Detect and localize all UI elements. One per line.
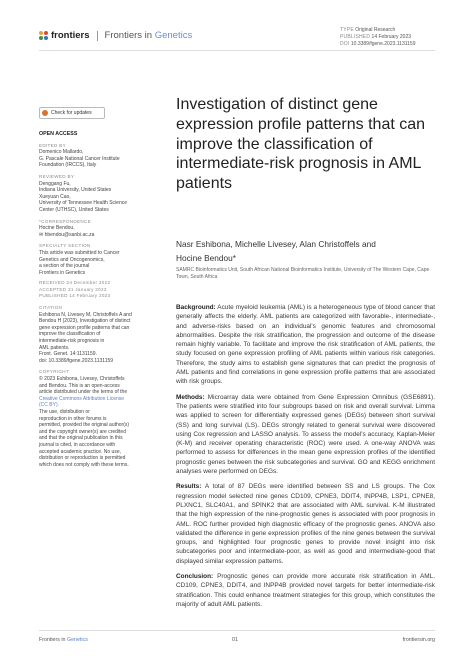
- text-line: Xueyuan Cao,: [39, 193, 71, 200]
- footer-website[interactable]: frontiersin.org: [402, 637, 435, 643]
- brand-name: frontiers: [51, 30, 90, 41]
- text-line: Hocine Bendou,: [39, 225, 75, 232]
- text-line: This article was submitted to Cancer: [39, 249, 120, 256]
- authors-line: Hocine Bendou*: [176, 252, 236, 263]
- abstract-results: Results: A total of 87 DEGs were identified between SS and LS groups. The Cox regression model selected nine genes CD109, CPNE3, DDIT4, INPP4B, LSP1, CPNE8, PLXNC1, SLC40A1, and SPINK2 that are associated with AML survival. K-M illustrated that the high expression of the nine-prognostic genes is associated with poor prognosis in AML. ROC further provided high diagnostic efficacy of the prognostic genes. ANOVA also validated the difference in gene expression profiles of the nine genes between the survival groups, and highlighted four prognostic genes to provide novel insight into risk subcategories poor and intermediate-poor, as well as good and intermediate-good that displayed similar expression patterns.: [176, 483, 435, 565]
- copyright-text: [39, 376, 151, 396]
- text-line: permitted, provided the original author(s): [39, 422, 130, 429]
- text-line: Genetics and Oncogenomics,: [39, 256, 105, 263]
- published-label: PUBLISHED: [340, 34, 371, 40]
- reviewed-by-list: [39, 181, 151, 214]
- abstract-methods: Methods: Microarray data were obtained from Gene Expression Omnibus (GSE6891). The patients were stratified into four subgroups based on risk and overall survival. Limma was applied to screen for differentially expressed genes (DEGs) between short survival (SS) and long survival (LS). DEGs strongly related to general survival were discovered using Cox regression and LASSO analysis. To assess the model's accuracy, Kaplan-Meier (K-M) and receiver operating characteristic (ROC) were used. A one-way ANOVA was performed to assess for differences in the mean gene expression profiles of the identified prognostic genes between the risk subcategories and survival. GO and KEGG enrichment analyses were performed on DEGs.: [176, 393, 435, 476]
- text-line: G. Pascale National Cancer Institute: [39, 155, 120, 162]
- correspondence-label: *CORRESPONDENCE: [39, 218, 91, 224]
- abstract: [176, 303, 435, 615]
- received-date: RECEIVED 24 December 2022: [39, 280, 111, 286]
- citation-label: CITATION: [39, 305, 63, 311]
- open-access-label: OPEN ACCESS: [39, 131, 78, 137]
- text-line: which does not comply with these terms.: [39, 461, 129, 468]
- text-line: distribution or reproduction is permitted: [39, 455, 126, 462]
- authors-line: Nasr Eshibona, Michelle Livesey, Alan Christoffels and: [176, 239, 376, 249]
- type-value: Original Research: [355, 27, 396, 33]
- frontiers-logo-icon: [39, 31, 48, 40]
- update-icon: [42, 110, 48, 116]
- header-divider: [39, 50, 435, 51]
- type-label: TYPE: [340, 27, 354, 33]
- text-line: article distributed under the terms of the: [39, 389, 128, 396]
- text-line: a section of the journal: [39, 263, 90, 270]
- text-line: intermediate-risk prognosis in: [39, 338, 105, 345]
- page-number: 01: [232, 637, 238, 643]
- logo-divider: [97, 31, 98, 41]
- text-line: Foundation (IRCCS), Italy: [39, 162, 97, 169]
- doi-value[interactable]: 10.3389/fgene.2023.1131159: [350, 41, 416, 47]
- text-line: (CC BY).: [39, 402, 59, 409]
- text-line: Eshibona N, Livesey M, Christoffels A and: [39, 311, 132, 318]
- text-line: AML patients.: [39, 344, 70, 351]
- abstract-conclusion: Conclusion: Prognostic genes can provide more accurate risk stratification in AML. CD109, CPNE3, DDIT4, and INPP4B provided novel targets for better intermediate-risk stratification. This could enhance treatment strategies for this group, which constitutes the majority of adult AML patients.: [176, 573, 435, 608]
- frontiers-logo[interactable]: [39, 30, 192, 41]
- published-date: PUBLISHED 14 February 2023: [39, 293, 111, 299]
- text-line: improve the classification of: [39, 331, 101, 338]
- abstract-background: Background: Acute myeloid leukemia (AML) is a heterogeneous type of blood cancer that generally affects the elderly. AML patients are categorized with favorable-, intermediate-, and adverse-risks based on an individual's genomic features and chromosomal abnormalities. Despite the risk stratification, the progression and outcome of the disease remain highly variable. To facilitate and improve the risk stratification of AML patients, the study focused on gene expression profiling of AML patients within various risk categories. Therefore, the study aims to establish gene signatures that can predict the prognosis of AML patients and find correlations in gene expression profile patterns that are associated with risk groups.: [176, 304, 435, 386]
- citation-list: [39, 312, 151, 365]
- text-line: Frontiers in Genetics: [39, 269, 86, 276]
- text-line: and Bendou. This is an open-access: [39, 382, 120, 389]
- text-line: accepted academic practice. No use,: [39, 448, 121, 455]
- text-line: and that the original publication in this: [39, 435, 123, 442]
- edited-by-label: EDITED BY: [39, 142, 66, 148]
- text-line: Indiana University, United States: [39, 187, 112, 194]
- copyright-label: COPYRIGHT: [39, 369, 70, 375]
- affiliation: SAMRC Bioinformatics Unit, South African National Bioinformatics Institute, University of The Western Cape, Cape Town, South Africa: [176, 267, 430, 280]
- text-line: Center (UTHSC), United States: [39, 206, 109, 213]
- published-value: 14 February 2023: [371, 34, 412, 40]
- text-line: Domenico Mallardo,: [39, 149, 84, 156]
- text-line: Bendou H (2023), Investigation of distinct: [39, 318, 131, 325]
- edited-by-list: [39, 149, 151, 169]
- specialty-label: SPECIALTY SECTION: [39, 243, 91, 249]
- text-line: Denggang Fu,: [39, 180, 71, 187]
- text-line: ✉ hbendou@sanbi.ac.za: [39, 231, 95, 238]
- accepted-date: ACCEPTED 31 January 2023: [39, 286, 107, 292]
- text-line: gene expression profile patterns that can: [39, 324, 130, 331]
- specialty-list: [39, 250, 151, 276]
- text-line: Creative Commons Attribution License: [39, 395, 125, 402]
- journal-name: Frontiers in Genetics: [104, 30, 193, 41]
- text-line: University of Tennessee Health Science: [39, 200, 128, 207]
- article-title: Investigation of distinct gene expression profile patterns that can improve the classification of intermediate-risk prognosis in AML patients: [176, 96, 426, 193]
- text-line: journal is cited, in accordance with: [39, 441, 116, 448]
- text-line: The use, distribution or: [39, 408, 90, 415]
- footer-divider: [39, 630, 435, 631]
- text-line: reproduction in other forums is: [39, 415, 107, 422]
- article-meta: [340, 27, 416, 48]
- text-line: and the copyright owner(s) are credited: [39, 428, 126, 435]
- license-link[interactable]: [39, 396, 151, 409]
- check-for-updates-button[interactable]: [39, 107, 105, 119]
- check-updates-label: Check for updates: [51, 110, 92, 116]
- text-line: © 2023 Eshibona, Livesey, Christoffels: [39, 376, 125, 382]
- text-line: Front. Genet. 14:1131159.: [39, 351, 97, 358]
- sidebar-info: [39, 131, 151, 468]
- author-list: [176, 238, 416, 265]
- footer-journal: Frontiers in Genetics: [39, 637, 88, 643]
- text-line: doi: 10.3389/fgene.2023.1131159: [39, 357, 114, 364]
- correspondence-list: [39, 225, 151, 238]
- copyright-text-rest: [39, 409, 151, 468]
- reviewed-by-label: REVIEWED BY: [39, 173, 75, 179]
- doi-label: DOI: [340, 41, 350, 47]
